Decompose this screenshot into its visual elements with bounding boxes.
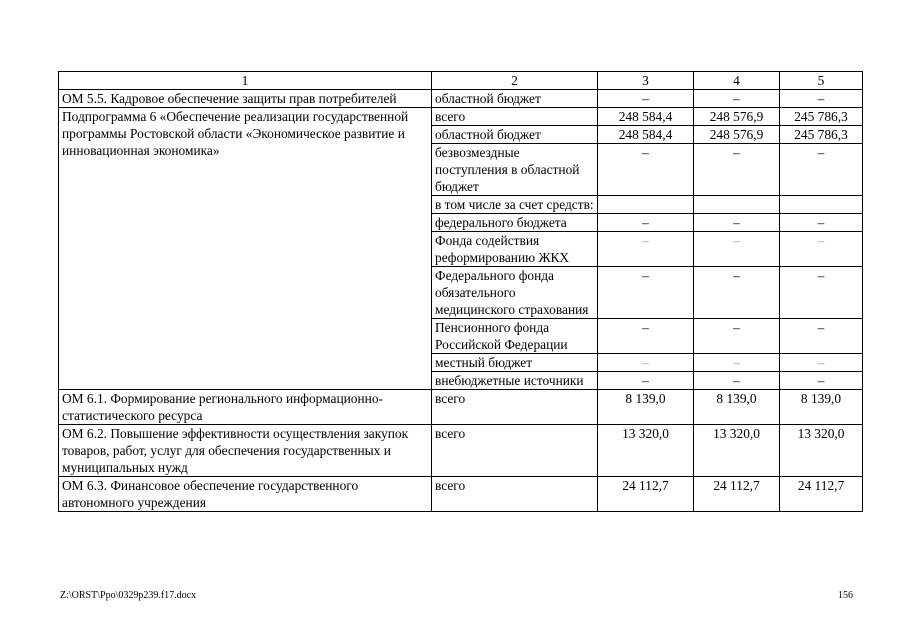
funding-source: Пенсионного фонда Российской Федерации xyxy=(432,319,598,354)
value-cell: – xyxy=(780,214,863,232)
value-cell: 24 112,7 xyxy=(598,477,694,512)
subprogram-name: Подпрограмма 6 «Обеспечение реализации государственной программы Ростовской области «Экономическое развитие и инновационная экономика» xyxy=(59,108,432,390)
table-row xyxy=(59,390,863,425)
value-cell: 13 320,0 xyxy=(780,425,863,477)
funding-source: всего xyxy=(432,390,598,425)
funding-source: областной бюджет xyxy=(432,90,598,108)
funding-source: внебюджетные источники xyxy=(432,372,598,390)
header-cell: 2 xyxy=(432,72,598,90)
value-cell: 24 112,7 xyxy=(780,477,863,512)
page-number: 156 xyxy=(838,590,853,601)
funding-source: областной бюджет xyxy=(432,126,598,144)
value-cell: – xyxy=(598,214,694,232)
value-cell: 245 786,3 xyxy=(780,126,863,144)
budget-table xyxy=(58,71,863,512)
value-cell xyxy=(598,196,694,214)
measure-name: ОМ 6.3. Финансовое обеспечение государственного автономного учреждения xyxy=(59,477,432,512)
table-row xyxy=(59,108,863,126)
value-cell: – xyxy=(598,372,694,390)
value-cell: – xyxy=(694,372,780,390)
file-path-footer: Z:\ORST\Ppo\0329p239.f17.docx xyxy=(60,590,197,601)
value-cell: – xyxy=(694,267,780,319)
funding-source: всего xyxy=(432,108,598,126)
value-cell: 13 320,0 xyxy=(694,425,780,477)
value-cell: – xyxy=(780,144,863,196)
funding-source: Фонда содействия реформированию ЖКХ xyxy=(432,232,598,267)
value-cell: – xyxy=(780,232,863,267)
value-cell: – xyxy=(694,354,780,372)
funding-source: федерального бюджета xyxy=(432,214,598,232)
measure-name: ОМ 5.5. Кадровое обеспечение защиты прав потребителей xyxy=(59,90,432,108)
funding-source: в том числе за счет средств: xyxy=(432,196,598,214)
table-header-row xyxy=(59,72,863,90)
value-cell: – xyxy=(598,354,694,372)
table-row xyxy=(59,477,863,512)
table-row xyxy=(59,90,863,108)
value-cell: 248 584,4 xyxy=(598,108,694,126)
value-cell: 248 584,4 xyxy=(598,126,694,144)
value-cell: – xyxy=(598,232,694,267)
header-cell: 3 xyxy=(598,72,694,90)
funding-source: Федерального фонда обязательного медицинского страхования xyxy=(432,267,598,319)
funding-source: местный бюджет xyxy=(432,354,598,372)
value-cell xyxy=(780,196,863,214)
value-cell: 245 786,3 xyxy=(780,108,863,126)
value-cell: – xyxy=(598,90,694,108)
value-cell: – xyxy=(694,319,780,354)
header-cell: 1 xyxy=(59,72,432,90)
value-cell: – xyxy=(780,372,863,390)
header-cell: 4 xyxy=(694,72,780,90)
value-cell: – xyxy=(598,144,694,196)
table-row xyxy=(59,425,863,477)
value-cell: 8 139,0 xyxy=(780,390,863,425)
value-cell: – xyxy=(694,90,780,108)
value-cell xyxy=(694,196,780,214)
value-cell: – xyxy=(598,319,694,354)
value-cell: – xyxy=(598,267,694,319)
value-cell: – xyxy=(694,144,780,196)
value-cell: – xyxy=(780,267,863,319)
value-cell: – xyxy=(694,232,780,267)
funding-source: всего xyxy=(432,477,598,512)
value-cell: 8 139,0 xyxy=(694,390,780,425)
value-cell: 24 112,7 xyxy=(694,477,780,512)
funding-source: всего xyxy=(432,425,598,477)
value-cell: – xyxy=(780,319,863,354)
value-cell: – xyxy=(780,90,863,108)
value-cell: – xyxy=(694,214,780,232)
funding-source: безвозмездные поступления в областной бюджет xyxy=(432,144,598,196)
value-cell: 13 320,0 xyxy=(598,425,694,477)
value-cell: 248 576,9 xyxy=(694,108,780,126)
header-cell: 5 xyxy=(780,72,863,90)
value-cell: 248 576,9 xyxy=(694,126,780,144)
measure-name: ОМ 6.1. Формирование регионального информационно-статистического ресурса xyxy=(59,390,432,425)
measure-name: ОМ 6.2. Повышение эффективности осуществления закупок товаров, работ, услуг для обеспечения государственных и муниципальных нужд xyxy=(59,425,432,477)
value-cell: – xyxy=(780,354,863,372)
value-cell: 8 139,0 xyxy=(598,390,694,425)
